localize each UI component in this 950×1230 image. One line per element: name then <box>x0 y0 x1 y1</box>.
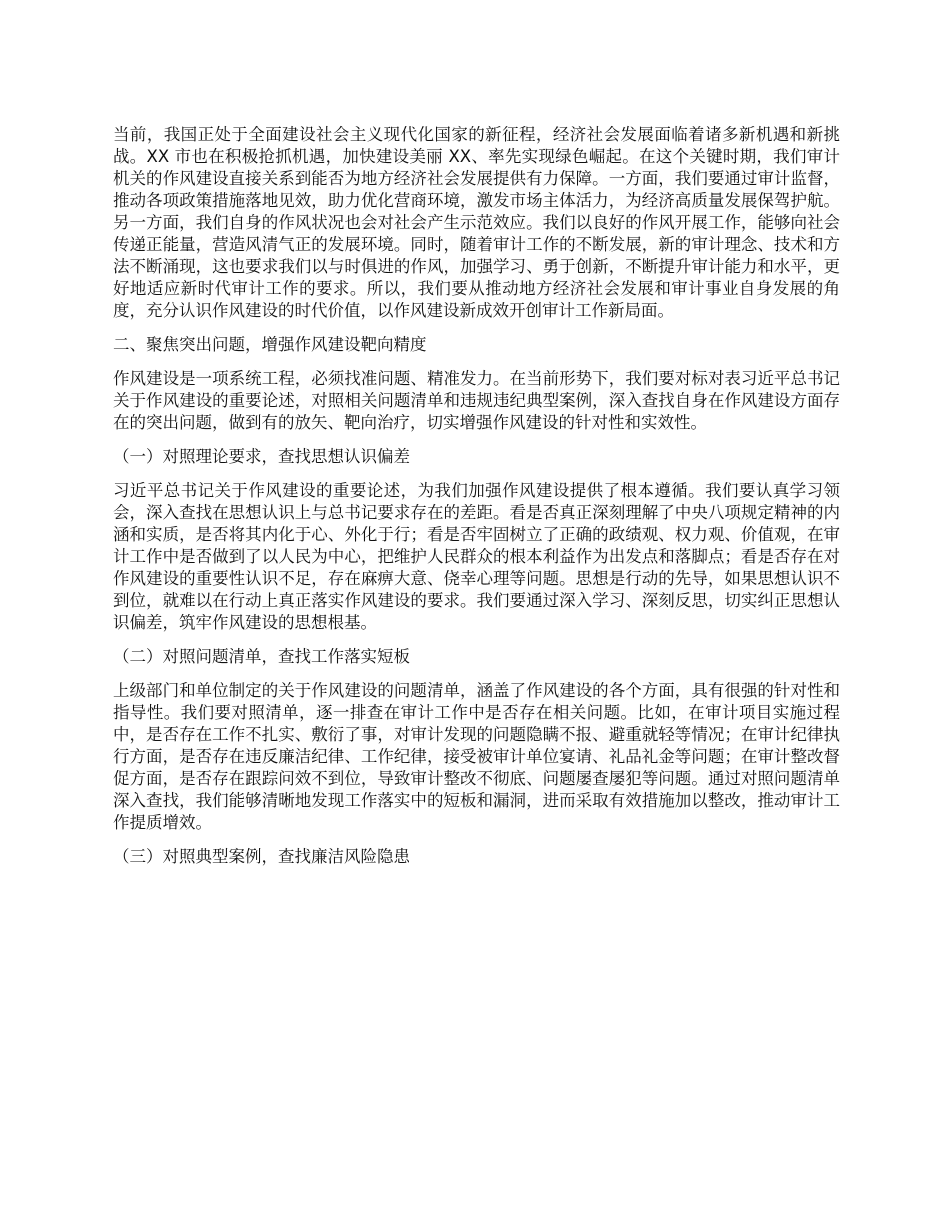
subsection-heading-2: （二）对照问题清单，查找工作落实短板 <box>113 647 410 666</box>
section-heading-2: 二、聚焦突出问题，增强作风建设靶向精度 <box>113 335 427 354</box>
paragraph-subsection-2: 上级部门和单位制定的关于作风建设的问题清单，涵盖了作风建设的各个方面，具有很强的针对性和指导性。我们要对照清单，逐一排查在审计工作中是否存在相关问题。比如，在审计项目实施过程中，是否存在工作不扎实、敷衍了事，对审计发现的问题隐瞒不报、避重就轻等情况；在审计纪律执行方面，是否存在违反廉洁纪律、工作纪律，接受被审计单位宴请、礼品礼金等问题；在审计整改督促方面，是否存在跟踪问效不到位，导致审计整改不彻底、问题屡查屡犯等问题。通过对照问题清单深入查找，我们能够清晰地发现工作落实中的短板和漏洞，进而采取有效措施加以整改，推动审计工作提质增效。 <box>113 681 840 832</box>
paragraph-intro-context: 当前，我国正处于全面建设社会主义现代化国家的新征程，经济社会发展面临着诸多新机遇和新挑战。XX 市也在积极抢抓机遇，加快建设美丽 XX、率先实现绿色崛起。在这个关键时期，我们审计机关的作风建设直接关系到能否为地方经济社会发展提供有力保障。一方面，我们要通过审计监督，推动各项政策措施落地见效，助力优化营商环境，激发市场主体活力，为经济高质量发展保驾护航。另一方面，我们自身的作风状况也会对社会产生示范效应。我们以良好的作风开展工作，能够向社会传递正能量，营造风清气正的发展环境。同时，随着审计工作的不断发展，新的审计理念、技术和方法不断涌现，这也要求我们以与时俱进的作风，加强学习、勇于创新，不断提升审计能力和水平，更好地适应新时代审计工作的要求。所以，我们要从推动地方经济社会发展和审计事业自身发展的角度，充分认识作风建设的时代价值，以作风建设新成效开创审计工作新局面。 <box>113 125 840 320</box>
document-body <box>113 124 840 880</box>
subsection-heading-3: （三）对照典型案例，查找廉洁风险隐患 <box>113 847 410 866</box>
paragraph-section-2-intro: 作风建设是一项系统工程，必须找准问题、精准发力。在当前形势下，我们要对标对表习近平总书记关于作风建设的重要论述，对照相关问题清单和违规违纪典型案例，深入查找自身在作风建设方面存在的突出问题，做到有的放矢、靶向治疗，切实增强作风建设的针对性和实效性。 <box>113 369 840 432</box>
paragraph-subsection-1: 习近平总书记关于作风建设的重要论述，为我们加强作风建设提供了根本遵循。我们要认真学习领会，深入查找在思想认识上与总书记要求存在的差距。看是否真正深刻理解了中央八项规定精神的内涵和实质，是否将其内化于心、外化于行；看是否牢固树立了正确的政绩观、权力观、价值观，在审计工作中是否做到了以人民为中心，把维护人民群众的根本利益作为出发点和落脚点；看是否存在对作风建设的重要性认识不足，存在麻痹大意、侥幸心理等问题。思想是行动的先导，如果思想认识不到位，就难以在行动上真正落实作风建设的要求。我们要通过深入学习、深刻反思，切实纠正思想认识偏差，筑牢作风建设的思想根基。 <box>113 481 840 632</box>
subsection-heading-1: （一）对照理论要求，查找思想认识偏差 <box>113 447 410 466</box>
